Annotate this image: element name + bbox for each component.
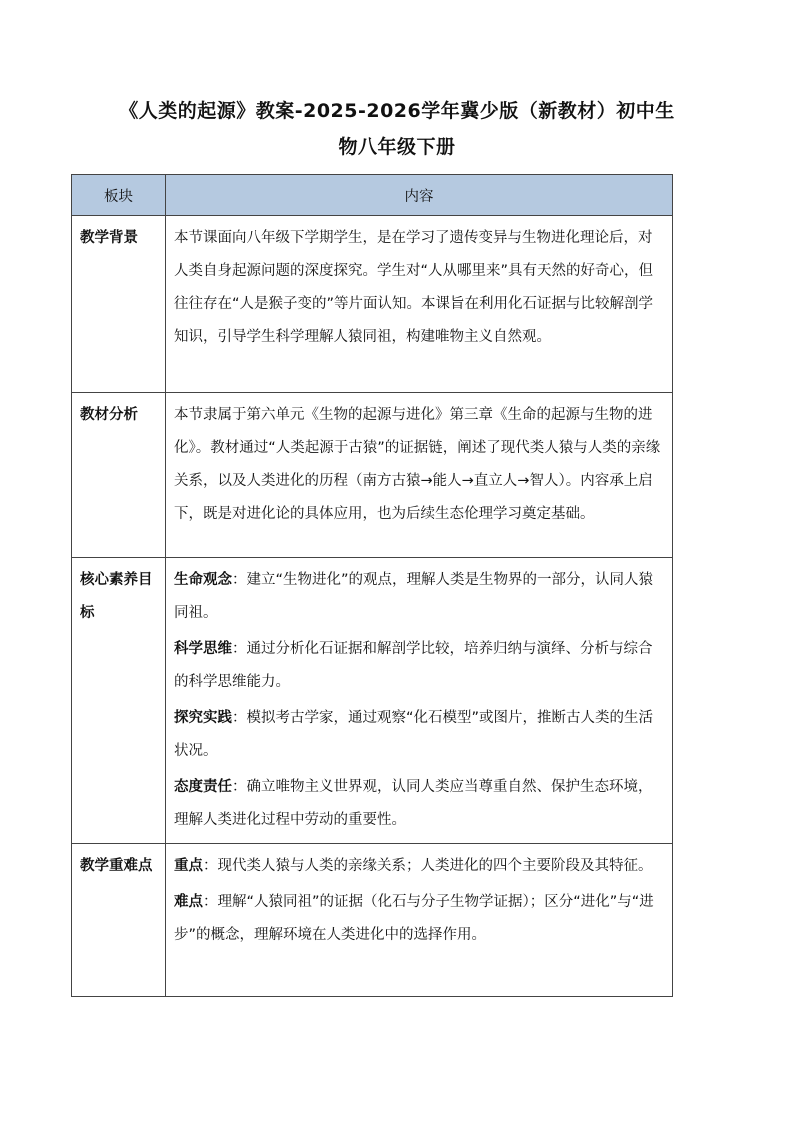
paragraph-text: 本节隶属于第六单元《生物的起源与进化》第三章《生命的起源与生物的进化》。教材通过“人类起源于古猿”的证据链，阐述了现代类人猿与人类的亲缘关系，以及人类进化的历程（南方古猿→能人→直立人→智人）。内容承上启下，既是对进化论的具体应用，也为后续生态伦理学习奠定基础。 (174, 407, 661, 522)
table-row (72, 393, 673, 558)
row-label-key-difficult-points: 教学重难点 (72, 844, 166, 997)
paragraph-lead: 难点 (174, 894, 203, 910)
row-label-core-literacy-goals: 核心素养目标 (72, 558, 166, 844)
paragraph-lead: 重点 (174, 858, 203, 874)
paragraph-text: 本节课面向八年级下学期学生，是在学习了遗传变异与生物进化理论后，对人类自身起源问题的深度探究。学生对“人从哪里来”具有天然的好奇心，但往往存在“人是猴子变的”等片面认知。本课旨在利用化石证据与比较解剖学知识，引导学生科学理解人猿同祖，构建唯物主义自然观。 (174, 230, 654, 345)
row-content-key-difficult-points (166, 844, 673, 997)
header-section: 板块 (72, 175, 166, 216)
paragraph-lead: 态度责任 (174, 779, 232, 795)
paragraph-text: ：确立唯物主义世界观，认同人类应当尊重自然、保护生态环境，理解人类进化过程中劳动的重要性。 (174, 779, 653, 828)
row-label-textbook-analysis: 教材分析 (72, 393, 166, 558)
content-paragraph (174, 222, 662, 354)
content-paragraph (174, 702, 662, 768)
content-paragraph (174, 886, 662, 952)
paragraph-lead: 生命观念 (174, 572, 232, 588)
row-content-core-literacy-goals (166, 558, 673, 844)
paragraph-text: ：理解“人猿同祖”的证据（化石与分子生物学证据）；区分“进化”与“进步”的概念，理解环境在人类进化中的选择作用。 (174, 894, 654, 943)
paragraph-text: ：现代类人猿与人类的亲缘关系；人类进化的四个主要阶段及其特征。 (203, 858, 653, 874)
content-paragraph (174, 633, 662, 699)
table-row (72, 844, 673, 997)
row-label-teaching-background: 教学背景 (72, 216, 166, 393)
row-content-textbook-analysis (166, 393, 673, 558)
header-content: 内容 (166, 175, 673, 216)
paragraph-text: ：建立“生物进化”的观点，理解人类是生物界的一部分，认同人猿同祖。 (174, 572, 654, 621)
paragraph-lead: 科学思维 (174, 641, 232, 657)
document-title-line-2: 物八年级下册 (338, 136, 456, 158)
table-row (72, 558, 673, 844)
content-paragraph (174, 399, 662, 531)
table-header-row (72, 175, 673, 216)
table-row (72, 216, 673, 393)
row-content-teaching-background (166, 216, 673, 393)
paragraph-lead: 探究实践 (174, 710, 232, 726)
content-paragraph (174, 771, 662, 837)
content-paragraph (174, 564, 662, 630)
paragraph-text: ：通过分析化石证据和解剖学比较，培养归纳与演绎、分析与综合的科学思维能力。 (174, 641, 653, 690)
paragraph-text: ：模拟考古学家，通过观察“化石模型”或图片，推断古人类的生活状况。 (174, 710, 654, 759)
content-paragraph (174, 850, 662, 883)
document-title-line-1: 《人类的起源》教案-2025-2026学年冀少版（新教材）初中生 (119, 100, 675, 122)
lesson-plan-table (71, 174, 673, 997)
